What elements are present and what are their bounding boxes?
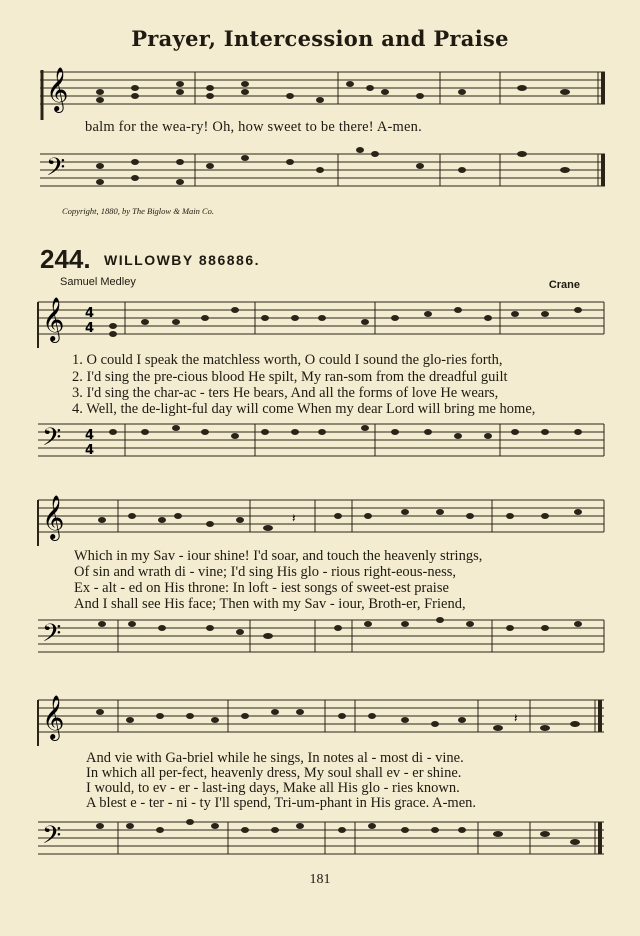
treble-staff-system3 xyxy=(0,688,640,746)
lyric-line: 1. O could I speak the matchless worth, O could I sound the glo-ries forth, xyxy=(72,352,503,368)
svg-text:4: 4 xyxy=(85,443,95,458)
treble-clef-icon: 𝄞 xyxy=(42,695,65,739)
rest-icon: 𝄽 xyxy=(514,711,518,725)
lyric-line: balm for the wea-ry! Oh, how sweet to be there! A-men. xyxy=(85,119,422,135)
treble-clef-icon: 𝄞 xyxy=(42,297,65,341)
lyric-line: 4. Well, the de-light-ful day will come When my dear Lord will bring me home, xyxy=(72,401,536,417)
lyric-line: In which all per-fect, heavenly dress, My soul shall ev - er shine. xyxy=(86,765,462,781)
bass-clef-icon: 𝄢 xyxy=(42,423,62,458)
bass-clef-icon: 𝄢 xyxy=(42,821,62,856)
composer: Crane xyxy=(548,279,580,291)
bass-staff-system3 xyxy=(0,806,640,866)
treble-clef-icon: 𝄞 xyxy=(46,67,69,111)
treble-staff-prev xyxy=(0,60,640,120)
lyric-line: Of sin and wrath di - vine; I'd sing His glo - rious right-eous-ness, xyxy=(74,564,456,580)
lyric-line: Ex - alt - ed on His throne: In loft - iest songs of sweet-est praise xyxy=(74,580,449,596)
treble-staff-system2 xyxy=(0,488,640,546)
lyric-line: I would, to ev - er - last-ing days, Make all His glo - ries known. xyxy=(86,780,460,796)
bass-clef-icon: 𝄢 xyxy=(46,153,66,188)
lyric-line: 2. I'd sing the pre-cious blood He spilt, My ran-som from the dreadful guilt xyxy=(72,369,508,385)
svg-text:4: 4 xyxy=(85,428,95,443)
author: Samuel Medley xyxy=(60,276,136,288)
note-heads xyxy=(96,81,570,103)
lyric-line: And vie with Ga-briel while he sings, In notes al - most di - vine. xyxy=(86,750,464,766)
rest-icon: 𝄽 xyxy=(292,511,296,525)
page-number: 181 xyxy=(309,872,331,887)
bass-staff-prev xyxy=(0,140,640,204)
svg-text:4: 4 xyxy=(85,321,95,336)
lyric-line: Which in my Sav - iour shine! I'd soar, and touch the heavenly strings, xyxy=(74,548,483,564)
lyric-line: A blest e - ter - ni - ty I'll spend, Tri-um-phant in His grace. A-men. xyxy=(86,795,477,811)
tune-name: WILLOWBY 886886. xyxy=(104,252,261,268)
treble-clef-icon: 𝄞 xyxy=(42,495,65,539)
page-header: Prayer, Intercession and Praise xyxy=(131,26,509,51)
time-signature: 4 xyxy=(85,306,95,321)
bass-clef-icon: 𝄢 xyxy=(42,619,62,654)
hymn-number: 244. xyxy=(40,244,91,274)
bass-staff-system2 xyxy=(0,606,640,662)
treble-staff-system1 xyxy=(0,290,640,348)
lyric-line: 3. I'd sing the char-ac - ters He bears, And all the forms of love He wears, xyxy=(72,385,499,401)
bass-staff-system1 xyxy=(0,410,640,466)
copyright-notice: Copyright, 1880, by The Biglow & Main Co. xyxy=(62,206,215,216)
lyric-line: And I shall see His face; Then with my Sav - iour, Broth-er, Friend, xyxy=(74,596,466,612)
